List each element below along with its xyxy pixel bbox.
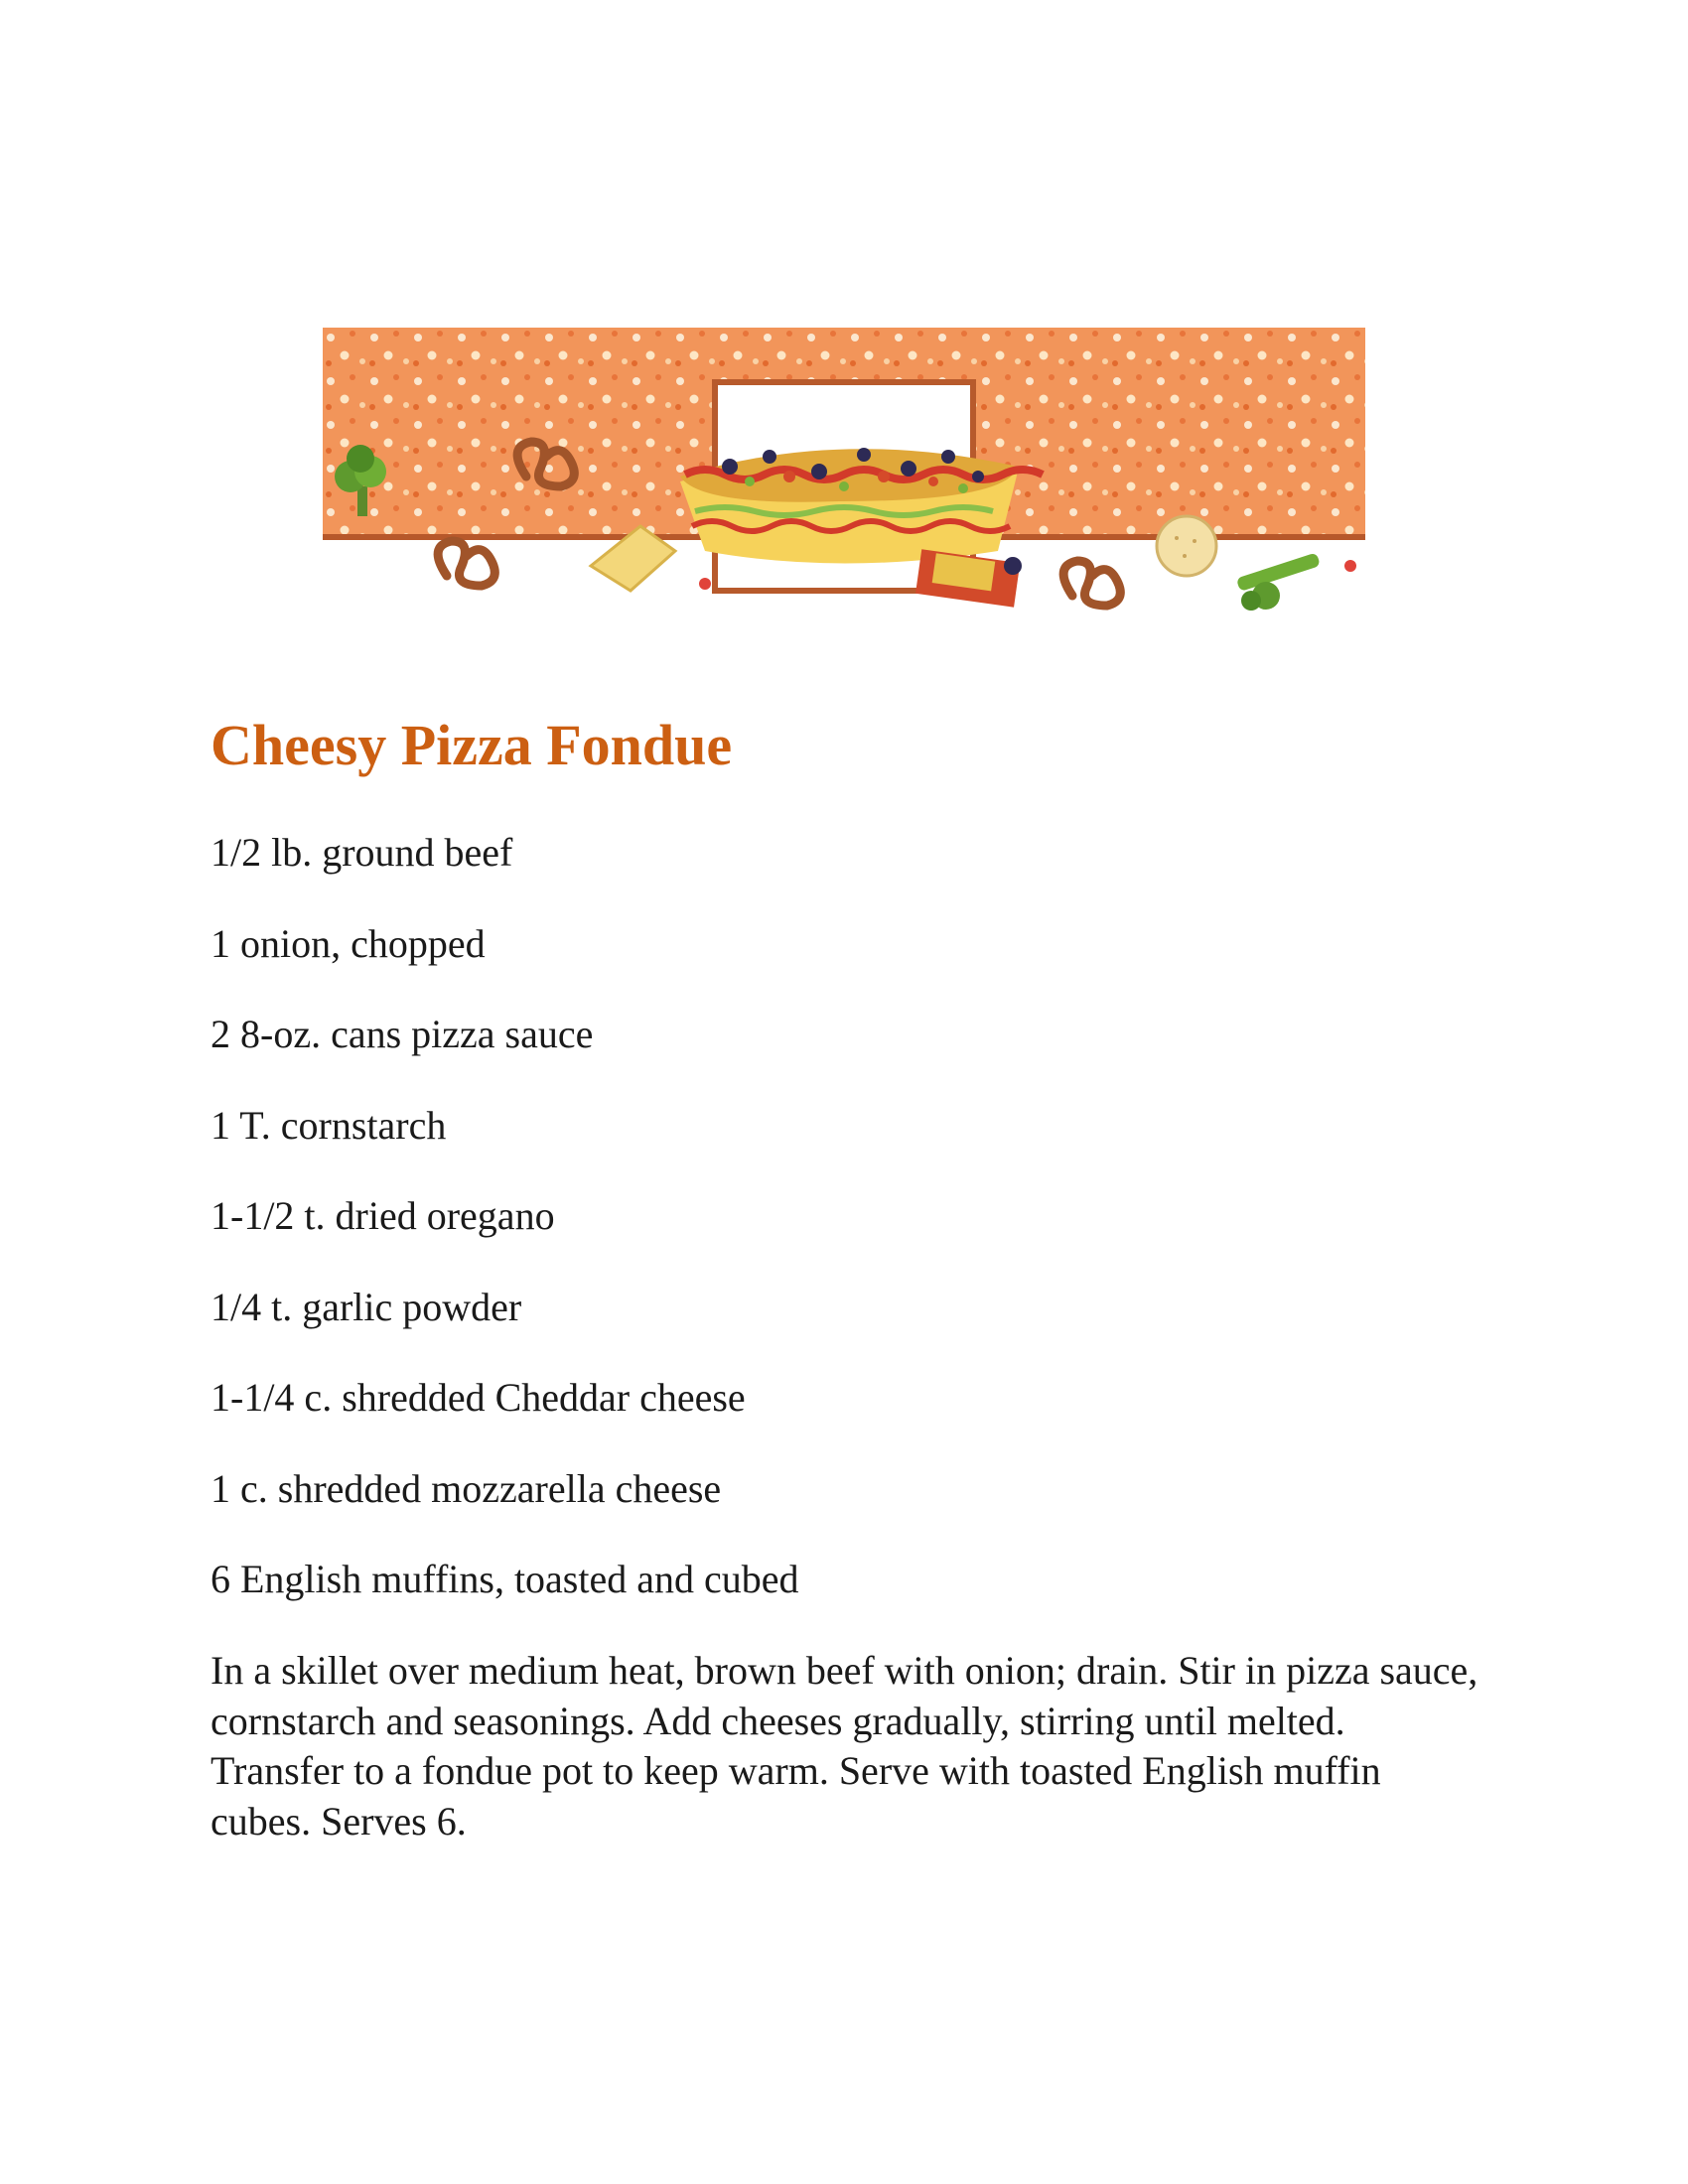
ingredient-list — [211, 829, 799, 1647]
recipe-directions: In a skillet over medium heat, brown beef with onion; drain. Stir in pizza sauce, cornstarch and seasonings. Add cheeses gradually, stirring until melted. Transfer to a fondue pot to keep warm. Serve with toasted English muffin cubes. Serves 6. — [211, 1648, 1478, 1843]
ingredient-item: 6 English muffins, toasted and cubed — [211, 1557, 799, 1601]
tomato-bit-icon — [699, 578, 711, 590]
cherry-tomato-icon — [1344, 560, 1356, 572]
ingredient-item: 2 8-oz. cans pizza sauce — [211, 1012, 594, 1056]
recipe-title: Cheesy Pizza Fondue — [211, 713, 733, 777]
ingredient-item: 1-1/4 c. shredded Cheddar cheese — [211, 1375, 746, 1420]
napkin-icon — [915, 549, 1022, 607]
round-cracker-icon — [1157, 516, 1216, 576]
ingredient-item: 1/4 t. garlic powder — [211, 1284, 522, 1329]
ingredient-item: 1/2 lb. ground beef — [211, 830, 513, 875]
ingredient-item: 1 T. cornstarch — [211, 1102, 447, 1148]
banner-illustration — [323, 328, 1365, 645]
pizza-casserole-icon — [680, 448, 1043, 564]
ingredient-item: 1-1/2 t. dried oregano — [211, 1193, 555, 1238]
ingredient-item: 1 c. shredded mozzarella cheese — [211, 1465, 722, 1511]
celery-icon — [1236, 552, 1321, 611]
ingredient-item: 1 onion, chopped — [211, 920, 486, 966]
